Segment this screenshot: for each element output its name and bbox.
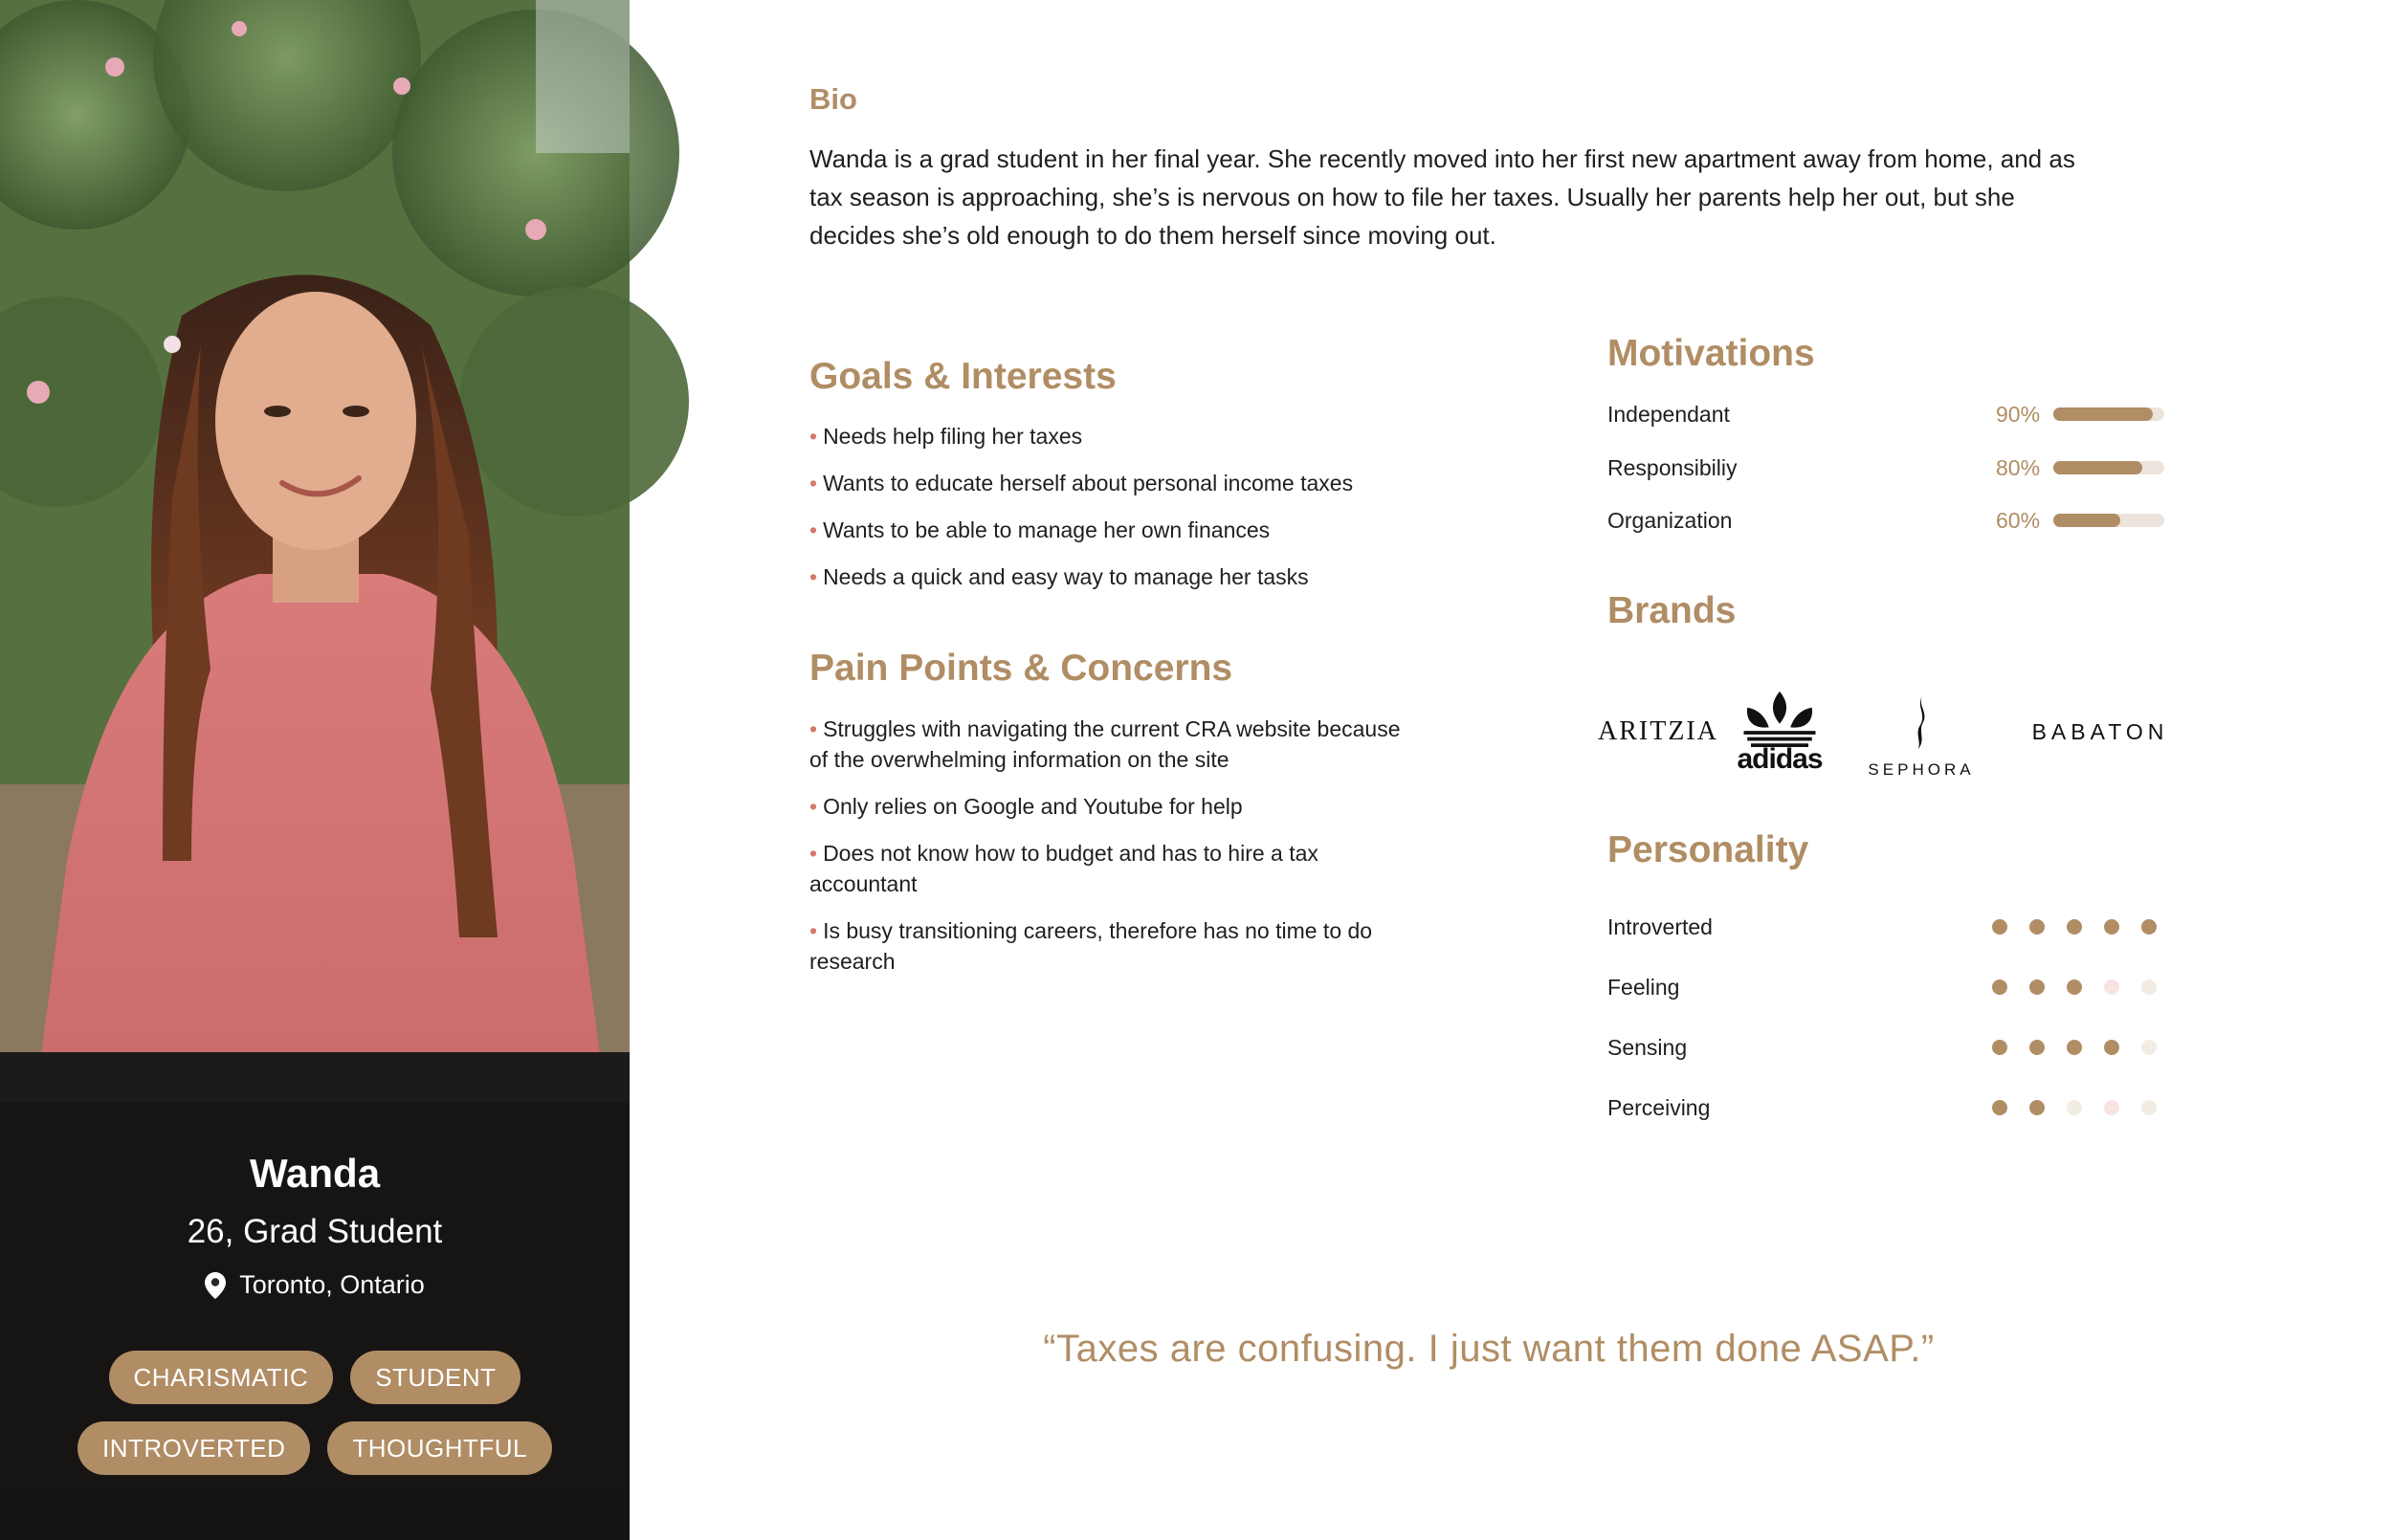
bio-text: Wanda is a grad student in her final year. She recently moved into her first new apartment away from home, and as tax season is approaching, she’s is nervous on how to file her taxes. Usually her parents help her out, but she decides she’s old enough to do them herself since moving out.	[809, 144, 2075, 250]
tag-thoughtful: THOUGHTFUL	[327, 1421, 552, 1475]
personality-dot-empty	[2141, 979, 2157, 995]
personality-dot-filled	[2141, 919, 2157, 935]
brand-logo-aritzia: ARITZIA	[1598, 716, 1718, 746]
motivation-bar	[2053, 461, 2164, 474]
personality-scale	[1992, 979, 2157, 995]
motivation-bar-fill	[2053, 461, 2142, 474]
persona-tags-row-1	[0, 1351, 630, 1404]
personality-dot-filled	[2104, 919, 2119, 935]
personality-dot-filled	[2067, 919, 2082, 935]
personality-dot-filled	[2029, 979, 2045, 995]
brand-logo-sephora: SEPHORA	[1864, 687, 1979, 782]
personality-dot-filled	[2029, 1100, 2045, 1115]
brand-logo-babaton: BABATON	[2031, 718, 2169, 744]
list-item: • Only relies on Google and Youtube for help	[809, 794, 1243, 819]
persona-name: Wanda	[249, 1151, 381, 1196]
persona-location-text: Toronto, Ontario	[239, 1270, 425, 1299]
persona-location	[0, 1270, 630, 1300]
personality-row	[1607, 971, 2164, 1003]
persona-subtitle: 26, Grad Student	[187, 1213, 443, 1250]
pains-heading: Pain Points & Concerns	[809, 648, 1233, 689]
personality-dot-filled	[1992, 919, 2007, 935]
bio-heading: Bio	[809, 82, 857, 116]
personality-dot-filled	[1992, 1100, 2007, 1115]
personality-scale	[1992, 1040, 2157, 1055]
motivation-value: 90%	[1995, 401, 2041, 427]
personality-dot-empty	[2104, 1100, 2119, 1115]
motivation-bar-fill	[2053, 407, 2153, 421]
list-item: • Does not know how to budget and has to hire a tax accountant	[809, 841, 1318, 896]
motivation-row	[1607, 451, 2164, 484]
adidas-trefoil-icon	[1735, 690, 1825, 747]
motivation-label: Independant	[1607, 401, 1730, 427]
motivation-label: Organization	[1607, 507, 1733, 533]
personality-scale	[1992, 919, 2157, 935]
persona-tags-row-2	[0, 1421, 630, 1475]
personality-label: Sensing	[1607, 1034, 1688, 1060]
tag-charismatic: CHARISMATIC	[109, 1351, 334, 1404]
motivation-bar	[2053, 407, 2164, 421]
personality-scale	[1992, 1100, 2157, 1115]
location-pin-icon	[205, 1272, 226, 1299]
personality-row	[1607, 1091, 2164, 1124]
brand-logos	[1598, 679, 2182, 784]
list-item: • Struggles with navigating the current CRA website because of the overwhelming information on the site	[809, 716, 1401, 772]
personality-dot-filled	[1992, 1040, 2007, 1055]
personality-label: Perceiving	[1607, 1094, 1711, 1120]
pains-list	[809, 714, 1403, 993]
list-item: • Is busy transitioning careers, therefore has no time to do research	[809, 918, 1373, 974]
goals-list	[809, 421, 1403, 608]
brand-logo-adidas: adidas	[1732, 685, 1827, 781]
personality-row	[1607, 911, 2164, 943]
personality-heading: Personality	[1607, 829, 1809, 870]
sephora-flame-icon	[1914, 690, 1929, 755]
personality-dot-filled	[2029, 1040, 2045, 1055]
personality-row	[1607, 1031, 2164, 1064]
personality-dot-filled	[2029, 919, 2045, 935]
motivation-row	[1607, 398, 2164, 430]
personality-dot-filled	[1992, 979, 2007, 995]
motivation-value: 60%	[1995, 507, 2041, 533]
motivation-value: 80%	[1995, 454, 2041, 480]
personality-dot-empty	[2104, 979, 2119, 995]
tag-student: STUDENT	[350, 1351, 520, 1404]
personality-label: Introverted	[1607, 913, 1713, 939]
personality-dot-empty	[2141, 1100, 2157, 1115]
tag-introverted: INTROVERTED	[78, 1421, 310, 1475]
persona-photo-panel	[0, 0, 630, 1540]
personality-dot-filled	[2104, 1040, 2119, 1055]
personality-dot-filled	[2067, 979, 2082, 995]
motivation-bar	[2053, 514, 2164, 527]
motivation-label: Responsibiliy	[1607, 454, 1738, 480]
list-item: • Needs a quick and easy way to manage her tasks	[809, 564, 1309, 589]
personality-dot-filled	[2067, 1040, 2082, 1055]
motivation-row	[1607, 504, 2164, 537]
motivation-bar-fill	[2053, 514, 2120, 527]
bottom-strip	[0, 1493, 630, 1540]
personality-dot-empty	[2067, 1100, 2082, 1115]
list-item: • Wants to educate herself about personal income taxes	[809, 471, 1354, 495]
goals-heading: Goals & Interests	[809, 356, 1117, 397]
motivations-heading: Motivations	[1607, 333, 1815, 374]
personality-label: Feeling	[1607, 974, 1680, 1000]
list-item: • Needs help filing her taxes	[809, 424, 1083, 449]
brands-heading: Brands	[1607, 590, 1737, 631]
personality-dot-empty	[2141, 1040, 2157, 1055]
list-item: • Wants to be able to manage her own finances	[809, 517, 1271, 542]
persona-quote: “Taxes are confusing. I just want them done ASAP.”	[1043, 1328, 1935, 1370]
